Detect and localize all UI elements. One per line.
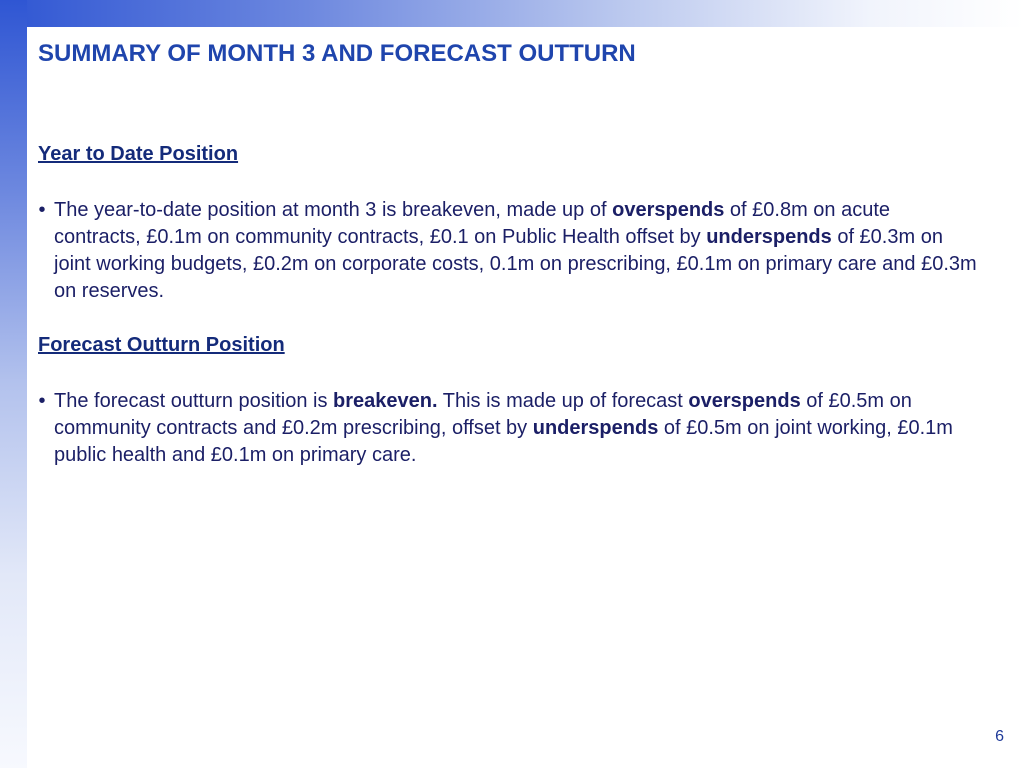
forecast-underspends-label: underspends xyxy=(532,417,659,439)
forecast-text-3: of £0.5m on community contracts and £0.2m prescribing, offset by xyxy=(54,390,912,439)
bullet-icon: • xyxy=(38,199,46,221)
page-number: 6 xyxy=(995,728,1004,745)
ytd-text-2: of £0.8m on acute contracts, £0.1m on community contracts, £0.1 on Public Health offset by xyxy=(54,199,891,248)
slide-title: SUMMARY OF MONTH 3 AND FORECAST OUTTURN xyxy=(38,40,636,67)
ytd-heading: Year to Date Position xyxy=(38,143,239,165)
left-gradient-band xyxy=(0,0,27,768)
forecast-text-2: This is made up of forecast xyxy=(437,390,689,412)
forecast-breakeven-label: breakeven. xyxy=(333,390,438,412)
ytd-text-1: The year-to-date position at month 3 is breakeven, made up of xyxy=(54,199,613,221)
ytd-text-3: of £0.3m on joint working budgets, £0.2m on corporate costs, 0.1m on prescribing, £0.1m on primary care and £0.3m on reserves. xyxy=(54,226,977,302)
ytd-bullet-text xyxy=(54,197,978,305)
forecast-overspends-label: overspends xyxy=(688,390,801,412)
ytd-underspends-label: underspends xyxy=(706,226,832,248)
ytd-overspends-label: overspends xyxy=(612,199,725,221)
top-gradient-band xyxy=(0,0,1024,27)
bullet-icon: • xyxy=(38,390,46,412)
forecast-bullet-text xyxy=(54,388,978,469)
ytd-bullet xyxy=(30,197,978,305)
forecast-bullet xyxy=(30,388,978,469)
forecast-heading: Forecast Outturn Position xyxy=(38,334,285,356)
forecast-text-4: of £0.5m on joint working, £0.1m public health and £0.1m on primary care. xyxy=(54,417,953,466)
forecast-text-1: The forecast outturn position is xyxy=(54,390,334,412)
